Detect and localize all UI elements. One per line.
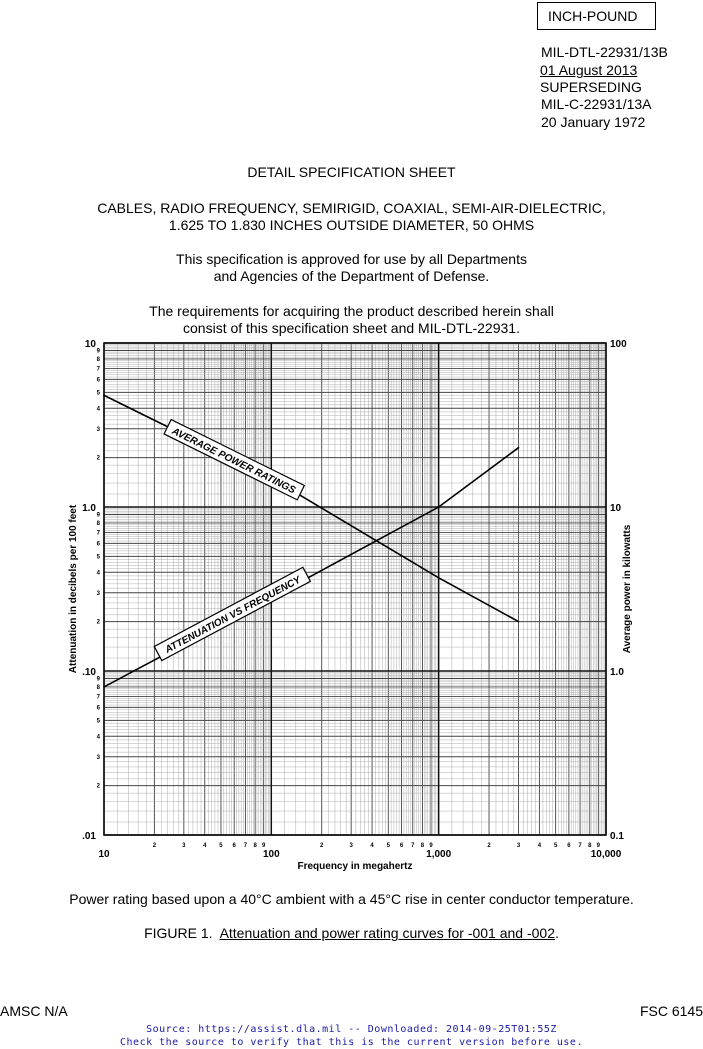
y-left-minor-label: 3 [96,590,100,597]
y-left-minor-label: 3 [96,754,100,761]
y-left-minor-label: 2 [96,783,100,790]
x-minor-tick-label: 7 [243,843,248,849]
y-left-axis-title: Attenuation in decibels per 100 feet [68,504,79,674]
spec-number: MIL-DTL-22931/13B [541,44,668,60]
y-left-minor-label: 8 [96,520,100,527]
y-left-minor-label: 5 [96,718,100,725]
y-right-tick-label: 0.1 [610,831,624,842]
y-left-tick-label: .01 [82,831,96,842]
y-right-tick-label: 100 [610,339,627,350]
x-tick-label: 100 [262,849,280,860]
y-left-minor-label: 6 [96,377,100,384]
source-line-2: Check the source to verify that this is the current version before use. [120,1037,583,1048]
x-minor-tick-label: 3 [349,843,353,849]
figure-caption-prefix: FIGURE 1. [144,925,220,941]
subject-line-1: CABLES, RADIO FREQUENCY, SEMIRIGID, COAXIAL, SEMI-AIR-DIELECTRIC, [97,200,606,216]
x-tick-label: 10 [98,849,110,860]
power-ratings-label-text: AVERAGE POWER RATINGS [170,425,298,497]
y-right-tick-label: 10 [610,503,622,514]
y-left-minor-label: 2 [96,455,100,462]
approval-block [0,251,703,285]
superseding-label: SUPERSEDING [540,79,642,95]
y-left-minor-label: 5 [96,390,100,397]
y-left-minor-label: 2 [96,619,100,626]
power-rating-point [103,394,105,396]
y-left-minor-label: 9 [96,676,100,683]
x-tick-label: 1,000 [426,849,452,860]
subject-line-2: 1.625 TO 1.830 INCHES OUTSIDE DIAMETER, 50 OHMS [168,217,535,233]
source-notice [0,1023,703,1049]
y-left-minor-label: 4 [96,406,100,413]
requirements-line-2: consist of this specification sheet and MIL-DTL-22931. [183,320,520,336]
x-minor-tick-label: 5 [219,843,223,849]
attenuation-point [438,506,440,508]
figure-caption-suffix: . [555,925,559,941]
document-title: DETAIL SPECIFICATION SHEET [247,164,456,180]
x-minor-tick-label: 6 [232,843,236,849]
attenuation-label-text: ATTENUATION VS FREQUENCY [163,574,303,656]
y-left-minor-label: 4 [96,734,100,741]
x-minor-tick-label: 2 [320,843,324,849]
x-minor-tick-label: 6 [567,843,571,849]
y-left-minor-label: 7 [96,694,100,701]
y-left-minor-label: 9 [96,512,100,519]
y-left-minor-label: 8 [96,356,100,363]
y-left-tick-label: .10 [82,667,96,678]
y-right-tick-label: 1.0 [610,667,624,678]
x-axis-title: Frequency in megahertz [297,861,413,872]
y-left-tick-label: 10 [84,339,96,350]
chart-border [104,343,606,835]
x-minor-tick-label: 4 [370,843,374,849]
x-minor-tick-label: 4 [203,843,207,849]
x-minor-tick-label: 8 [253,843,257,849]
approval-line-2: and Agencies of the Department of Defense. [213,268,490,284]
y-left-tick-label: 1.0 [82,503,96,514]
x-minor-tick-label: 9 [262,843,266,849]
amsc-label: AMSC N/A [0,1003,68,1019]
attenuation-power-chart [60,333,640,873]
x-minor-tick-label: 7 [578,843,582,849]
chart-grid [104,343,606,835]
y-left-minor-label: 5 [96,554,100,561]
x-minor-tick-label: 2 [152,843,157,849]
spec-date: 01 August 2013 [540,62,638,78]
y-left-minor-label: 3 [96,426,100,433]
superseded-number: MIL-C-22931/13A [541,96,652,112]
x-minor-tick-label: 6 [399,843,404,849]
x-minor-tick-label: 7 [411,843,415,849]
power-rating-point [438,577,440,579]
y-left-minor-label: 6 [96,705,100,712]
x-minor-tick-label: 5 [553,843,558,849]
fsc-label: FSC 6145 [639,1003,703,1019]
x-minor-tick-label: 2 [487,843,491,849]
approval-line-1: This specification is approved for use by all Departments [176,251,527,267]
x-minor-tick-label: 8 [588,843,592,849]
figure-caption-text: Attenuation and power rating curves for -001 and -002 [219,925,555,941]
attenuation-label [154,567,310,660]
y-right-axis-title: Average power in kilowatts [622,524,633,654]
subject-block [0,200,703,234]
y-left-minor-label: 8 [96,684,100,691]
x-minor-tick-label: 3 [182,843,186,849]
x-minor-tick-label: 9 [596,843,601,849]
y-left-minor-label: 4 [96,570,100,577]
y-left-minor-label: 6 [96,541,100,548]
attenuation-point [518,447,520,449]
y-left-minor-label: 9 [96,348,100,355]
chart-annotations [154,420,310,661]
attenuation-point [103,686,105,688]
x-minor-tick-label: 5 [386,843,390,849]
figure-caption [0,925,703,942]
requirements-line-1: The requirements for acquiring the product described herein shall [149,303,554,319]
superseded-date: 20 January 1972 [541,114,646,130]
power-rating-note: Power rating based upon a 40°C ambient with a 45°C rise in center conductor temperature. [69,891,634,907]
inch-pound-stamp: INCH-POUND [537,2,656,30]
chart-frame [104,343,606,835]
x-minor-tick-label: 3 [516,843,521,849]
x-minor-tick-label: 4 [537,843,542,849]
y-left-minor-label: 7 [96,530,100,537]
x-tick-label: 10,000 [590,849,622,860]
x-minor-tick-label: 9 [429,843,433,849]
y-left-minor-label: 7 [96,366,100,373]
power-rating-point [518,621,520,623]
requirements-block [0,303,703,337]
source-line-1: Source: https://assist.dla.mil -- Downloaded: 2014-09-25T01:55Z [146,1024,557,1035]
x-minor-tick-label: 8 [420,843,425,849]
